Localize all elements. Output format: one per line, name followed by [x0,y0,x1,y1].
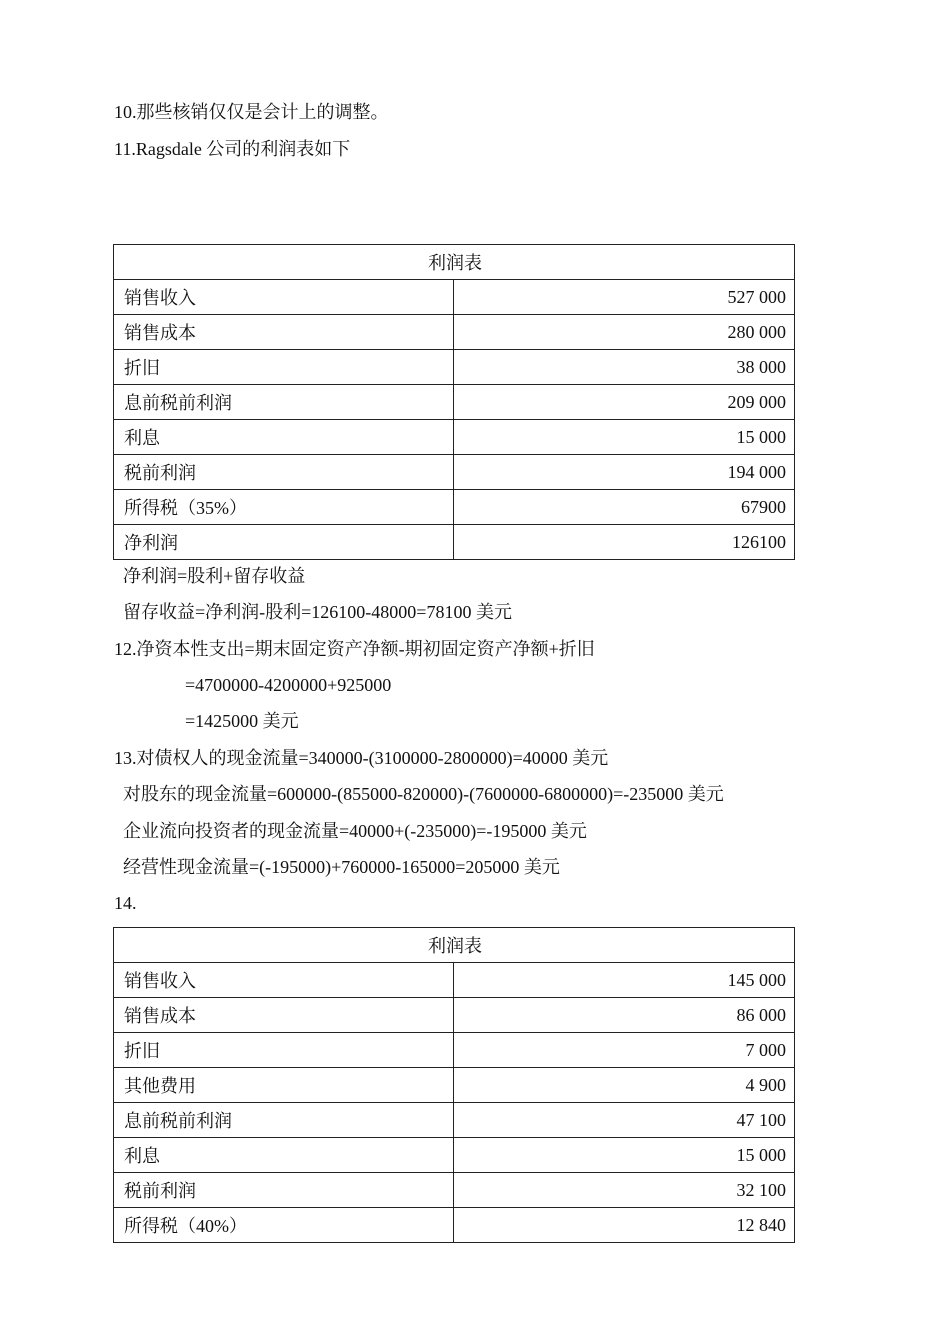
row-label: 所得税（40%） [114,1208,454,1243]
table-row [114,525,795,560]
item-12-line-2: =4700000-4200000+925000 [185,675,392,695]
item-13-line-4: 经营性现金流量=(-195000)+760000-165000=205000 美元 [123,857,560,877]
item-12-line-3: =1425000 美元 [185,711,299,731]
row-value: 15 000 [454,1138,795,1173]
item-13-line-2: 对股东的现金流量=600000-(855000-820000)-(7600000-6800000)=-235000 美元 [123,784,724,804]
item-13-line-3: 企业流向投资者的现金流量=40000+(-235000)=-195000 美元 [123,821,587,841]
row-value: 126100 [454,525,795,560]
row-value: 7 000 [454,1033,795,1068]
row-label: 净利润 [114,525,454,560]
table-row [114,490,795,525]
row-value: 86 000 [454,998,795,1033]
table-row [114,1138,795,1173]
row-label: 息前税前利润 [114,1103,454,1138]
row-value: 4 900 [454,1068,795,1103]
income-statement-table-2 [113,927,795,1243]
table-row [114,1068,795,1103]
table-row [114,1033,795,1068]
table-title: 利润表 [114,245,795,280]
row-label: 利息 [114,420,454,455]
row-label: 税前利润 [114,1173,454,1208]
table-row [114,420,795,455]
table-row [114,1103,795,1138]
row-label: 息前税前利润 [114,385,454,420]
row-value: 32 100 [454,1173,795,1208]
row-value: 527 000 [454,280,795,315]
table-row [114,455,795,490]
item-14-text: 14. [114,893,137,913]
row-value: 38 000 [454,350,795,385]
item-10-text: 10.那些核销仅仅是会计上的调整。 [114,102,389,122]
net-income-formula: 净利润=股利+留存收益 [123,566,306,586]
row-label: 销售收入 [114,963,454,998]
row-value: 12 840 [454,1208,795,1243]
row-label: 税前利润 [114,455,454,490]
row-value: 280 000 [454,315,795,350]
item-11-text: 11.Ragsdale 公司的利润表如下 [114,139,351,159]
row-value: 15 000 [454,420,795,455]
row-value: 209 000 [454,385,795,420]
row-label: 折旧 [114,350,454,385]
row-label: 销售收入 [114,280,454,315]
table-row [114,315,795,350]
income-statement-table-1 [113,244,795,560]
row-value: 67900 [454,490,795,525]
row-label: 销售成本 [114,315,454,350]
row-label: 其他费用 [114,1068,454,1103]
item-13-line-1: 13.对债权人的现金流量=340000-(3100000-2800000)=40000 美元 [114,748,609,768]
row-value: 194 000 [454,455,795,490]
retained-earnings-formula: 留存收益=净利润-股利=126100-48000=78100 美元 [123,602,512,622]
row-value: 145 000 [454,963,795,998]
row-label: 利息 [114,1138,454,1173]
row-label: 折旧 [114,1033,454,1068]
table-row [114,350,795,385]
row-label: 销售成本 [114,998,454,1033]
item-12-line-1: 12.净资本性支出=期末固定资产净额-期初固定资产净额+折旧 [114,639,595,659]
table-row [114,385,795,420]
row-value: 47 100 [454,1103,795,1138]
table-row [114,998,795,1033]
row-label: 所得税（35%） [114,490,454,525]
table-row [114,963,795,998]
table-row [114,1173,795,1208]
table-row [114,1208,795,1243]
table-row [114,280,795,315]
table-title: 利润表 [114,928,795,963]
